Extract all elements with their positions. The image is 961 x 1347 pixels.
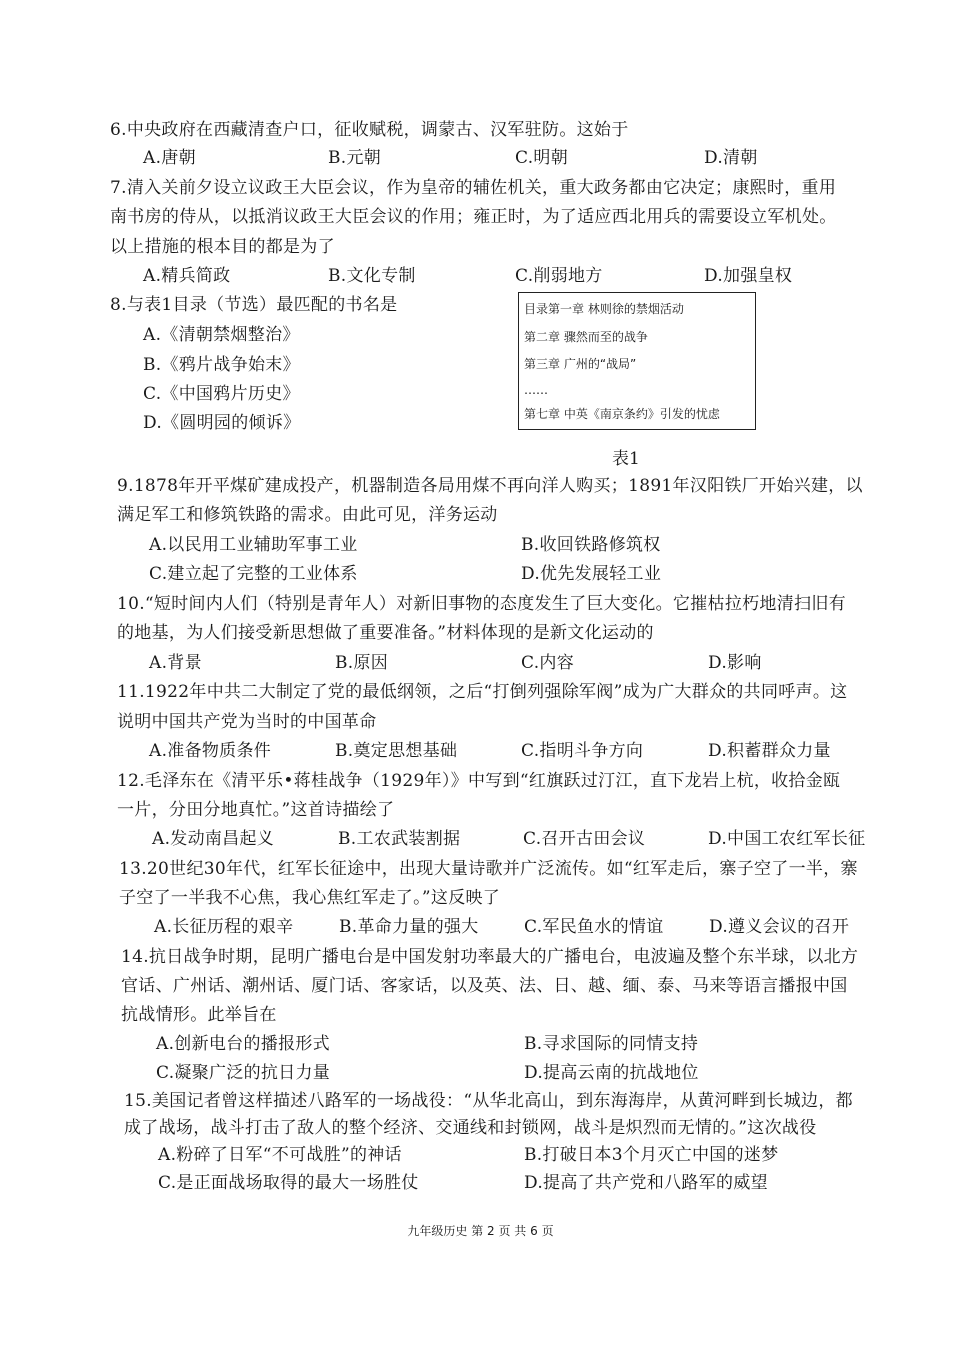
option-b: B.《鸦片战争始末》 <box>143 355 300 375</box>
option-b: B.打破日本3个月灭亡中国的迷梦 <box>524 1145 779 1165</box>
question-stem: 官话、广州话、潮州话、厦门话、客家话，以及英、法、日、越、缅、泰、马来等语言播报中国 <box>121 976 848 996</box>
option-d: D.遵义会议的召开 <box>709 917 850 937</box>
option-c: C.内容 <box>521 653 575 673</box>
question-stem: 成了战场，战斗打击了敌人的整个经济、交通线和封锁网，战斗是炽烈而无情的。”这次战役 <box>124 1118 817 1138</box>
option-b: B.文化专制 <box>328 266 416 286</box>
option-b: B.元朝 <box>328 148 382 168</box>
option-d: D.提高了共产党和八路军的威望 <box>524 1173 768 1193</box>
toc-line: …… <box>524 383 548 397</box>
option-a: A.《清朝禁烟整治》 <box>143 325 300 345</box>
option-a: A.精兵简政 <box>143 266 231 286</box>
option-a: A.以民用工业辅助军事工业 <box>149 535 358 555</box>
option-b: B.原因 <box>335 653 389 673</box>
option-b: B.收回铁路修筑权 <box>521 535 661 555</box>
toc-line: 第三章 广州的“战局” <box>524 357 637 371</box>
option-b: B.革命力量的强大 <box>339 917 479 937</box>
option-a: A.长征历程的艰辛 <box>154 917 294 937</box>
question-stem: 12.毛泽东在《清平乐•蒋桂战争（1929年）》中写到“红旗跃过汀江，直下龙岩上杭，收拾金瓯 <box>117 771 841 791</box>
question-stem: 南书房的侍从，以抵消议政王大臣会议的作用；雍正时，为了适应西北用兵的需要设立军机处。 <box>110 207 837 227</box>
page-footer: 九年级历史 第 2 页 共 6 页 <box>407 1224 554 1238</box>
option-c: C.《中国鸦片历史》 <box>143 384 300 404</box>
toc-line: 第七章 中英《南京条约》引发的忧虑 <box>524 407 720 421</box>
option-a: A.发动南昌起义 <box>152 829 275 849</box>
option-b: B.工农武装割据 <box>338 829 461 849</box>
option-c: C.军民鱼水的情谊 <box>524 917 664 937</box>
question-stem: 7.清入关前夕设立议政王大臣会议，作为皇帝的辅佐机关，重大政务都由它决定；康熙时，重用 <box>110 178 837 198</box>
question-stem: 以上措施的根本目的都是为了 <box>110 237 335 257</box>
option-d: D.加强皇权 <box>704 266 793 286</box>
question-stem: 8.与表1目录（节选）最匹配的书名是 <box>110 295 398 315</box>
question-stem: 6.中央政府在西藏清查户口，征收赋税，调蒙古、汉军驻防。这始于 <box>110 120 629 140</box>
option-c: C.明朝 <box>515 148 569 168</box>
question-stem: 9.1878年开平煤矿建成投产，机器制造各局用煤不再向洋人购买；1891年汉阳铁厂开始兴建，以 <box>117 476 863 496</box>
question-stem: 一片，分田分地真忙。”这首诗描绘了 <box>117 800 395 820</box>
question-stem: 说明中国共产党为当时的中国革命 <box>117 712 377 732</box>
option-b: B.寻求国际的同情支持 <box>524 1034 699 1054</box>
question-stem: 14.抗日战争时期，昆明广播电台是中国发射功率最大的广播电台，电波遍及整个东半球，以北方 <box>121 947 859 967</box>
option-a: A.准备物质条件 <box>149 741 272 761</box>
toc-line: 第二章 骤然而至的战争 <box>524 330 648 344</box>
option-a: A.背景 <box>149 653 202 673</box>
option-c: C.凝聚广泛的抗日力量 <box>156 1063 331 1083</box>
question-stem: 15.美国记者曾这样描述八路军的一场战役：“从华北高山，到东海海岸，从黄河畔到长城边，都 <box>124 1091 853 1111</box>
table-1-caption: 表1 <box>612 449 640 469</box>
question-stem: 10.“短时间内人们（特别是青年人）对新旧事物的态度发生了巨大变化。它摧枯拉朽地清扫旧有 <box>117 594 846 614</box>
option-c: C.建立起了完整的工业体系 <box>149 564 358 584</box>
option-a: A.粉碎了日军“不可战胜”的神话 <box>158 1145 402 1165</box>
question-stem: 的地基，为人们接受新思想做了重要准备。”材料体现的是新文化运动的 <box>117 623 654 643</box>
option-d: D.影响 <box>708 653 762 673</box>
option-c: C.削弱地方 <box>515 266 603 286</box>
table-1-box <box>518 292 756 430</box>
toc-line: 目录第一章 林则徐的禁烟活动 <box>524 302 684 316</box>
option-a: A.创新电台的播报形式 <box>156 1034 330 1054</box>
option-d: D.优先发展轻工业 <box>521 564 662 584</box>
question-stem: 子空了一半我不心焦，我心焦红军走了。”这反映了 <box>119 888 501 908</box>
option-d: D.《圆明园的倾诉》 <box>143 413 301 433</box>
option-c: C.是正面战场取得的最大一场胜仗 <box>158 1173 419 1193</box>
option-d: D.清朝 <box>704 148 758 168</box>
question-stem: 11.1922年中共二大制定了党的最低纲领，之后“打倒列强除军阀”成为广大群众的共同呼声。这 <box>117 682 848 702</box>
option-c: C.指明斗争方向 <box>521 741 644 761</box>
option-c: C.召开古田会议 <box>523 829 646 849</box>
option-d: D.积蓄群众力量 <box>708 741 831 761</box>
option-d: D.提高云南的抗战地位 <box>524 1063 699 1083</box>
question-stem: 13.20世纪30年代，红军长征途中，出现大量诗歌并广泛流传。如“红军走后，寨子空了一半，寨 <box>119 859 858 879</box>
question-stem: 抗战情形。此举旨在 <box>121 1005 277 1025</box>
question-stem: 满足军工和修筑铁路的需求。由此可见，洋务运动 <box>117 505 498 525</box>
option-b: B.奠定思想基础 <box>335 741 458 761</box>
option-d: D.中国工农红军长征 <box>708 829 866 849</box>
option-a: A.唐朝 <box>143 148 196 168</box>
